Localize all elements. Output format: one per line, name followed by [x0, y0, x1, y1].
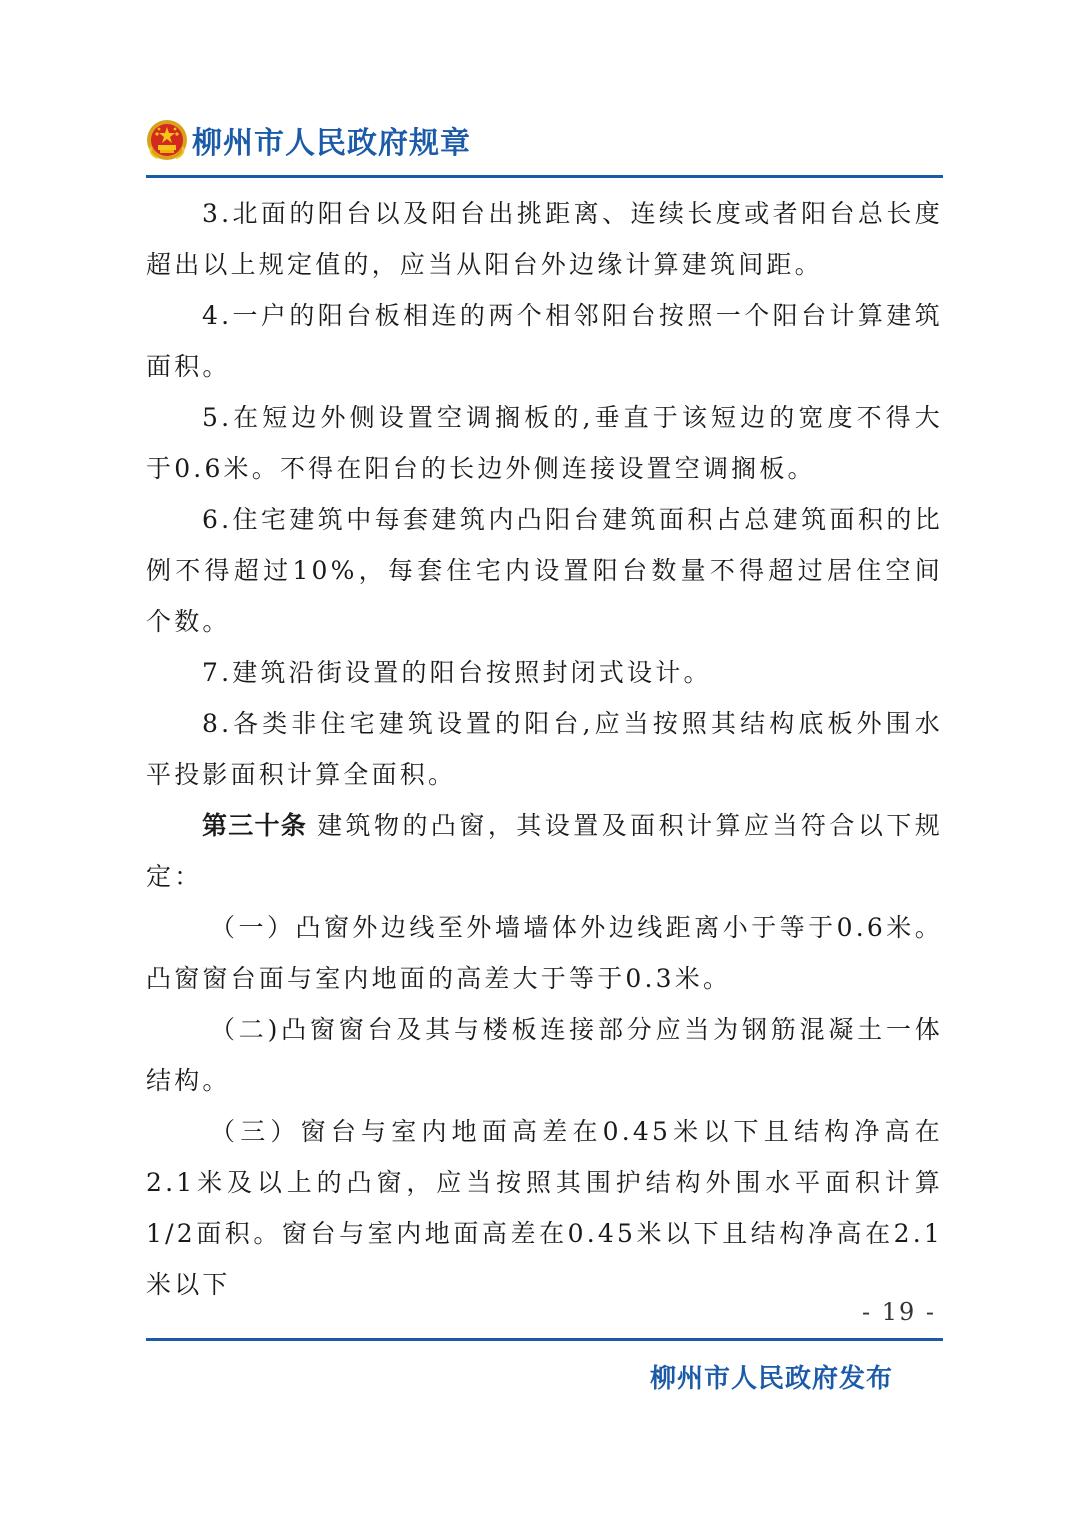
footer-publisher: 柳州市人民政府发布	[650, 1364, 894, 1394]
header-title: 柳州市人民政府规章	[192, 126, 471, 161]
document-body	[146, 188, 943, 1310]
paragraph: 3.北面的阳台以及阳台出挑距离、连续长度或者阳台总长度超出以上规定值的，应当从阳台外边缘计算建筑间距。	[146, 199, 943, 279]
article-number: 第三十条	[202, 811, 308, 840]
paragraph: 8.各类非住宅建筑设置的阳台,应当按照其结构底板外围水平投影面积计算全面积。	[146, 709, 943, 789]
header-divider	[146, 175, 943, 178]
clause-paragraph: （二)凸窗窗台及其与楼板连接部分应当为钢筋混凝土一体结构。	[146, 1015, 943, 1095]
footer-divider	[146, 1338, 943, 1341]
paragraph: 4.一户的阳台板相连的两个相邻阳台按照一个阳台计算建筑面积。	[146, 301, 943, 381]
clause-paragraph: （三）窗台与室内地面高差在0.45米以下且结构净高在2.1米及以上的凸窗，应当按照其围护结构外围水平面积计算1/2面积。窗台与室内地面高差在0.45米以下且结构净高在2.1米以下	[146, 1117, 943, 1299]
paragraph: 5.在短边外侧设置空调搁板的,垂直于该短边的宽度不得大于0.6米。不得在阳台的长边外侧连接设置空调搁板。	[146, 403, 943, 483]
page-header	[146, 112, 471, 168]
paragraph: 6.住宅建筑中每套建筑内凸阳台建筑面积占总建筑面积的比例不得超过10%，每套住宅内设置阳台数量不得超过居住空间个数。	[146, 505, 943, 636]
page-number: - 19 -	[862, 1298, 937, 1326]
article-paragraph: 第三十条 建筑物的凸窗，其设置及面积计算应当符合以下规定：	[146, 811, 943, 891]
paragraph: 7.建筑沿街设置的阳台按照封闭式设计。	[202, 658, 712, 687]
clause-paragraph: （一）凸窗外边线至外墙墙体外边线距离小于等于0.6米。凸窗窗台面与室内地面的高差大于等于0.3米。	[146, 913, 943, 993]
national-emblem-icon	[146, 119, 188, 161]
